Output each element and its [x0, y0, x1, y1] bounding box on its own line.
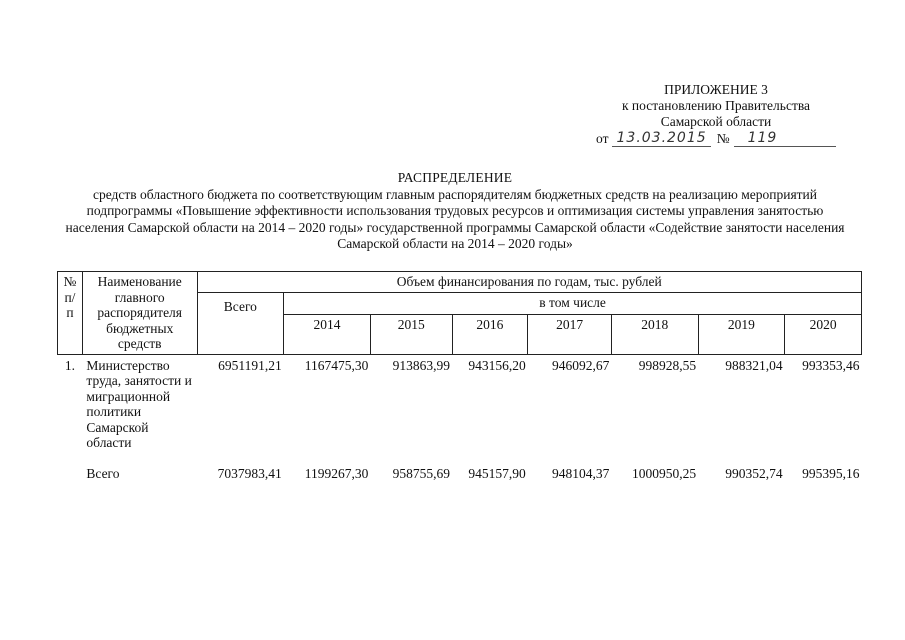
- handwritten-date: 13.03.2015: [612, 131, 710, 147]
- grand-total-sum: 7037983,41: [217, 465, 282, 481]
- number-label: №: [716, 131, 730, 146]
- row-name: Министерство труда, занятости и миграционной политики Самарской области: [86, 357, 192, 450]
- appendix-date-line: [596, 131, 836, 147]
- row-value: 943156,20: [468, 357, 526, 373]
- grand-total-value: 1000950,25: [631, 465, 697, 481]
- grand-total-label: Всего: [86, 465, 120, 481]
- row-value: 1167475,30: [304, 357, 369, 373]
- header-year: 2014: [284, 314, 371, 354]
- row-value: 988321,04: [725, 357, 783, 373]
- header-year: 2016: [452, 314, 528, 354]
- header-year: 2018: [611, 314, 698, 354]
- header-name: Наименование главного распорядителя бюджетных средств: [82, 272, 197, 355]
- grand-total-value: 995395,16: [802, 465, 860, 481]
- document-title: [60, 170, 850, 253]
- handwritten-number: 119: [734, 131, 836, 147]
- row-num: 1.: [64, 357, 76, 373]
- header-volume: Объем финансирования по годам, тыс. рублей: [197, 272, 861, 293]
- row-total: 6951191,21: [218, 357, 282, 373]
- header-num: № п/п: [58, 272, 83, 355]
- header-including: в том числе: [284, 292, 862, 314]
- header-total: Всего: [197, 292, 284, 354]
- grand-total-value: 945157,90: [468, 465, 526, 481]
- appendix-block: [596, 82, 836, 147]
- appendix-line-region: Самарской области: [660, 114, 772, 129]
- from-label: от: [596, 131, 609, 146]
- title-body: средств областного бюджета по соответствующим главным распорядителям бюджетных средств на реализацию мероприятий подпрограммы «Повышение эффективности использования трудовых ресурсов и оптимизация системы управления занятостью населения Самарской области на 2014 – 2020 годы» государственной программы Самарской области «Содействие занятости населения Самарской области на 2014 – 2020 годы»: [65, 186, 845, 251]
- title-heading: РАСПРЕДЕЛЕНИЕ: [397, 170, 513, 185]
- grand-total-value: 1199267,30: [304, 465, 369, 481]
- row-value: 998928,55: [638, 357, 697, 373]
- appendix-title: ПРИЛОЖЕНИЕ 3: [664, 82, 768, 97]
- table-row: [58, 354, 862, 454]
- appendix-line-decree: к постановлению Правительства: [621, 98, 811, 113]
- header-year: 2019: [698, 314, 785, 354]
- table-row-grand-total: [58, 454, 862, 485]
- header-year: 2017: [528, 314, 612, 354]
- financing-table: [57, 271, 862, 484]
- grand-total-value: 958755,69: [392, 465, 451, 481]
- grand-total-value: 948104,37: [552, 465, 610, 481]
- header-year: 2020: [785, 314, 862, 354]
- row-value: 993353,46: [802, 357, 860, 373]
- row-value: 946092,67: [552, 357, 610, 373]
- row-value: 913863,99: [392, 357, 451, 373]
- grand-total-value: 990352,74: [725, 465, 783, 481]
- header-year: 2015: [370, 314, 452, 354]
